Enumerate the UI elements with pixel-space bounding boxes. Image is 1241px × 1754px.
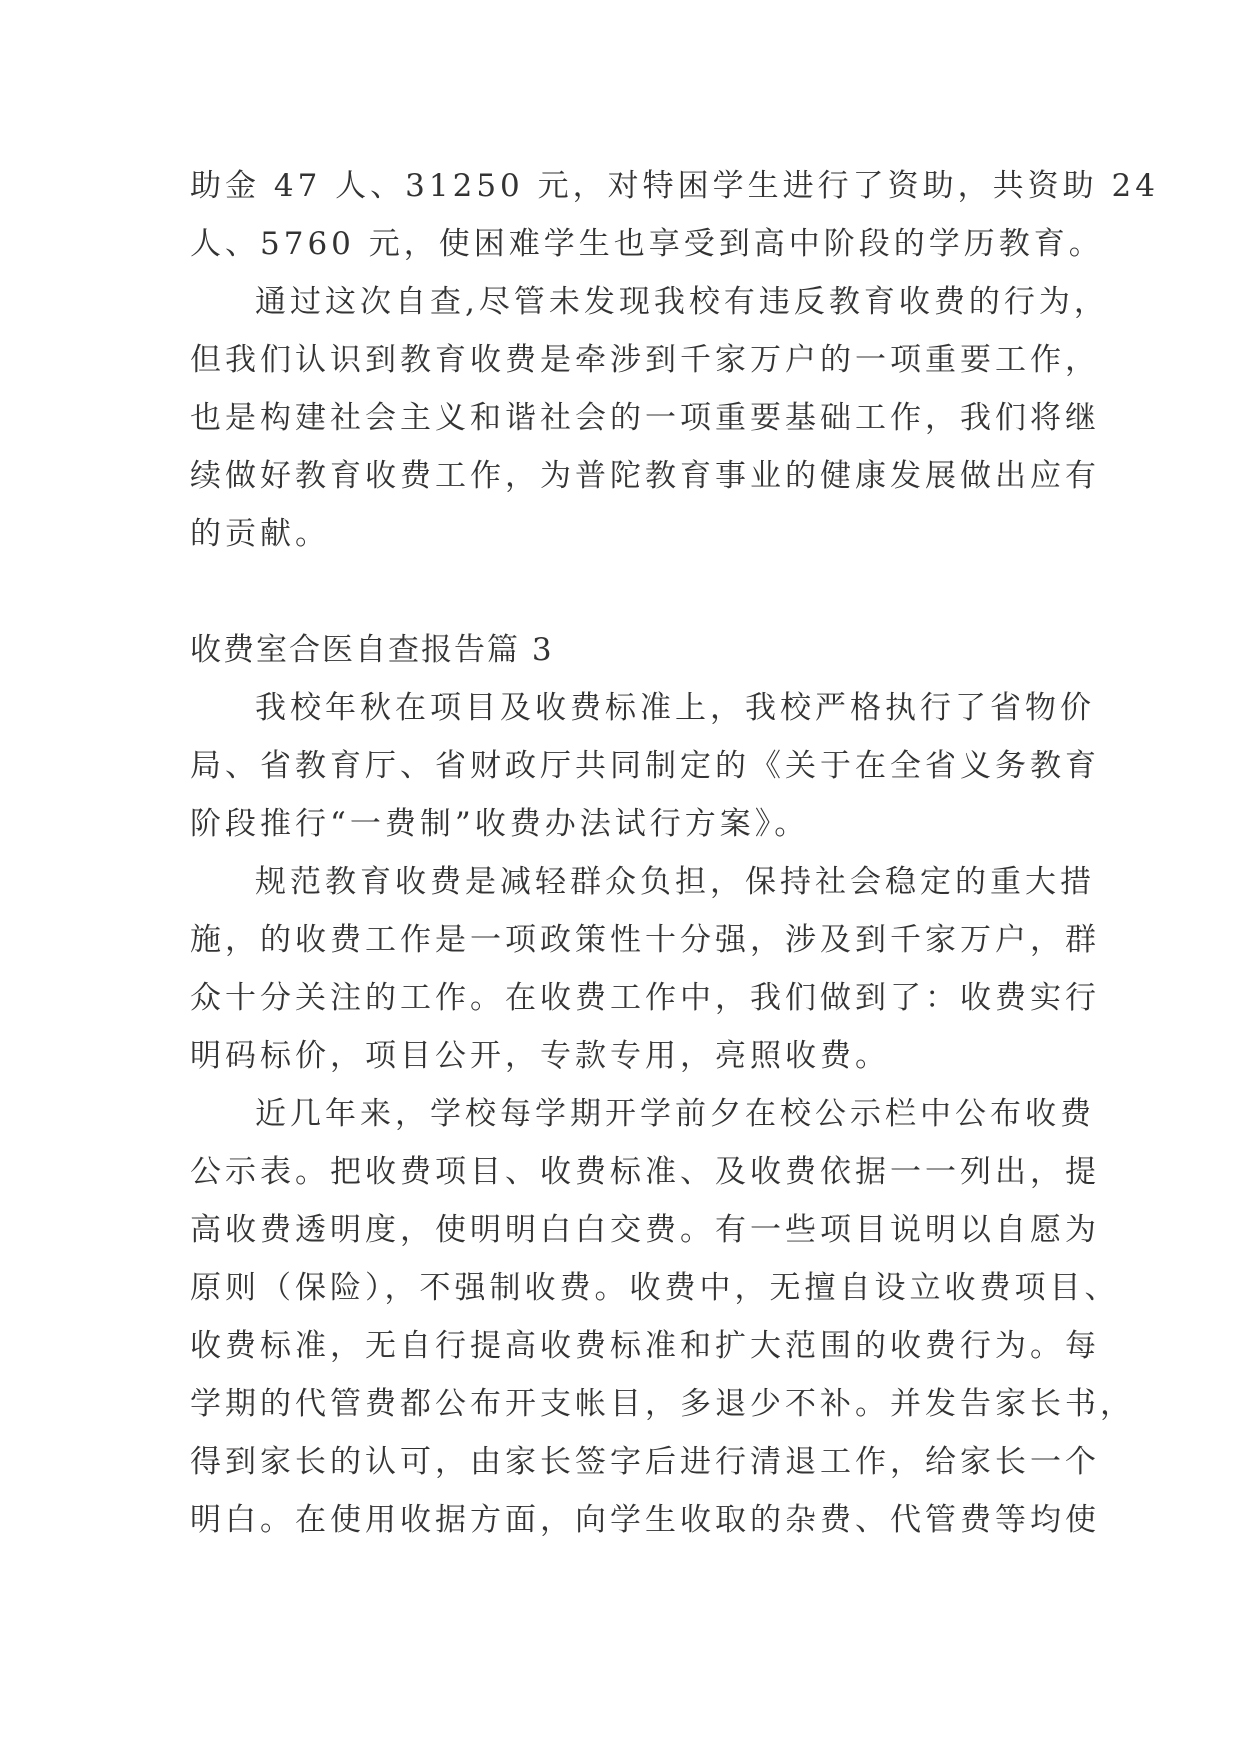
paragraph-4-line-3: 众十分关注的工作。在收费工作中，我们做到了：收费实行 [190, 980, 1100, 1016]
paragraph-5-line-4: 原则（保险），不强制收费。收费中，无擅自设立收费项目、 [190, 1270, 1120, 1306]
paragraph-5-line-2: 公示表。把收费项目、收费标准、及收费依据一一列出，提 [190, 1154, 1100, 1190]
paragraph-5-line-6: 学期的代管费都公布开支帐目，多退少不补。并发告家长书， [190, 1386, 1135, 1422]
paragraph-2-line-4: 续做好教育收费工作，为普陀教育事业的健康发展做出应有 [190, 458, 1100, 494]
paragraph-4-line-1: 规范教育收费是减轻群众负担，保持社会稳定的重大措 [255, 864, 1095, 900]
paragraph-1-line-2: 人、5760 元，使困难学生也享受到高中阶段的学历教育。 [190, 226, 1104, 262]
section-heading: 收费室合医自查报告篇 3 [190, 632, 554, 668]
paragraph-4-line-2: 施，的收费工作是一项政策性十分强，涉及到千家万户，群 [190, 922, 1100, 958]
paragraph-3-line-1: 我校年秋在项目及收费标准上，我校严格执行了省物价 [255, 690, 1095, 726]
paragraph-2-line-1: 通过这次自查,尽管未发现我校有违反教育收费的行为， [255, 284, 1109, 320]
paragraph-5-line-7: 得到家长的认可，由家长签字后进行清退工作，给家长一个 [190, 1444, 1100, 1480]
paragraph-5-line-1: 近几年来，学校每学期开学前夕在校公示栏中公布收费 [255, 1096, 1095, 1132]
paragraph-5-line-3: 高收费透明度，使明明白白交费。有一些项目说明以自愿为 [190, 1212, 1100, 1248]
paragraph-4-line-4: 明码标价，项目公开，专款专用，亮照收费。 [190, 1038, 890, 1074]
paragraph-2-line-3: 也是构建社会主义和谐社会的一项重要基础工作，我们将继 [190, 400, 1100, 436]
paragraph-3-line-2: 局、省教育厅、省财政厅共同制定的《关于在全省义务教育 [190, 748, 1100, 784]
paragraph-5-line-5: 收费标准，无自行提高收费标准和扩大范围的收费行为。每 [190, 1328, 1100, 1364]
paragraph-3-line-3: 阶段推行“一费制”收费办法试行方案》。 [190, 806, 810, 842]
paragraph-5-line-8: 明白。在使用收据方面，向学生收取的杂费、代管费等均使 [190, 1502, 1100, 1538]
paragraph-2-line-2: 但我们认识到教育收费是牵涉到千家万户的一项重要工作， [190, 342, 1100, 378]
paragraph-1-line-1: 助金 47 人、31250 元，对特困学生进行了资助，共资助 24 [190, 168, 1159, 204]
paragraph-2-line-5: 的贡献。 [190, 516, 330, 552]
